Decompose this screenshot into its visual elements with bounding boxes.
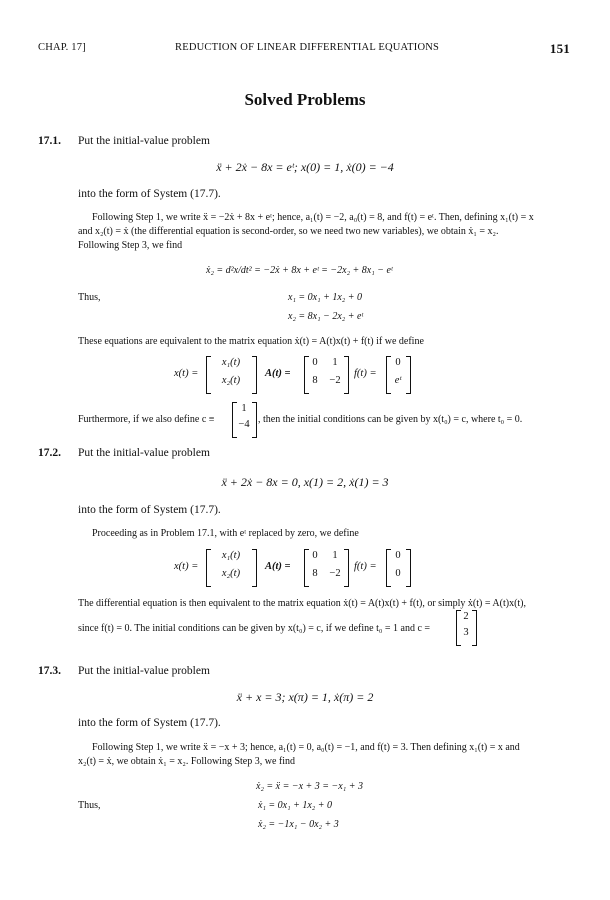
problem-into: into the form of System (17.7). [78,717,221,729]
f-vector-label: f(t) = [354,368,377,379]
problem-number-17-3: 17.3. [38,665,61,677]
section-title: Solved Problems [244,90,366,109]
right-bracket [344,356,349,394]
right-bracket [344,549,349,587]
right-bracket [406,549,411,587]
matrix-entry: eᵗ [394,375,402,386]
matrix-entry: 1 [241,403,247,414]
paragraph-line: Proceeding as in Problem 17.1, with eᵗ replaced by zero, we define [92,528,359,539]
paragraph-line: since f(t) = 0. The initial conditions can be given by x(t₀) = c, if we define t₀ = 1 and c = [78,623,431,634]
system-equation-1: x₁ = 0x₁ + 1x₂ + 0 [288,292,362,303]
matrix-entry: 0 [395,357,401,368]
problem-equation: ẍ + 2ẋ − 8x = 0, x(1) = 2, ẋ(1) = 3 [221,475,389,489]
thus-label: Thus, [78,800,101,811]
matrix-entry: x₁(t) [221,357,241,368]
paragraph-line: Furthermore, if we also define c ≡ [78,414,215,425]
running-header [38,42,570,58]
x-vector-label: x(t) = [174,368,199,379]
paragraph-line: , then the initial conditions can be given by x(t₀) = c, where t₀ = 0. [258,414,523,425]
problem-equation: ẍ + 2ẋ − 8x = eᵗ; x(0) = 1, ẋ(0) = −4 [216,160,394,174]
matrix-entry: 1 [332,357,338,368]
problem-number-17-1: 17.1. [38,135,61,147]
matrix-entry: 8 [312,568,318,579]
matrix-entry: x₂(t) [221,568,241,579]
matrix-entry: 0 [312,550,318,561]
problem-intro: Put the initial-value problem [78,447,210,459]
f-vector-label: f(t) = [354,561,377,572]
matrix-entry: 3 [463,627,469,638]
system-equation-1: ẋ₁ = 0x₁ + 1x₂ + 0 [258,800,332,811]
problem-number-17-2: 17.2. [38,447,61,459]
matrix-entry: 0 [395,550,401,561]
system-equation-2: x₂ = 8x₁ − 2x₂ + eᵗ [288,311,364,322]
right-bracket [252,356,257,394]
matrix-entry: 8 [312,375,318,386]
running-title: REDUCTION OF LINEAR DIFFERENTIAL EQUATIONS [175,42,440,53]
right-bracket [252,402,257,438]
system-equation-2: ẋ₂ = −1x₁ − 0x₂ + 3 [258,819,339,830]
a-matrix-label: A(t) = [265,561,291,572]
chapter-label: CHAP. 17] [38,42,86,53]
a-matrix-label: A(t) = [265,368,291,379]
right-bracket [472,610,477,646]
thus-label: Thus, [78,292,101,303]
derivative-equation: ẋ₂ = d²x/dt² = −2ẋ + 8x + eᵗ = −2x₂ + 8x₁ − eᵗ [206,265,393,276]
matrix-entry: x₂(t) [221,375,241,386]
paragraph-line: Following Step 1, we write ẍ = −x + 3; hence, a₁(t) = 0, a₀(t) = −1, and f(t) = 3. Then defining x₁(t) = x and [92,742,520,753]
problem-into: into the form of System (17.7). [78,504,221,516]
paragraph-line: and x₂(t) = ẋ (the differential equation is second-order, so we need two new variables), we obtain ẋ₁ = x₂. [78,226,499,237]
matrix-entry: −4 [238,419,250,430]
matrix-entry: −2 [329,375,341,386]
paragraph-line: The differential equation is then equivalent to the matrix equation ẋ(t) = A(t)x(t) + f(t), or simply ẋ(t) = A(t)x(t), [78,598,527,609]
problem-intro: Put the initial-value problem [78,665,210,677]
page-number: 151 [549,41,570,56]
x-vector-label: x(t) = [174,561,199,572]
matrix-entry: 0 [395,568,401,579]
problem-equation: ẍ + x = 3; x(π) = 1, ẋ(π) = 2 [236,690,374,704]
matrix-entry: 0 [312,357,318,368]
right-bracket [406,356,411,394]
derivative-equation: ẋ₂ = ẍ = −x + 3 = −x₁ + 3 [256,781,363,792]
paragraph-line: x₂(t) = ẋ, we obtain ẋ₁ = x₂. Following Step 3, we find [78,756,295,767]
paragraph-line: Following Step 3, we find [78,240,183,251]
matrix-entry: 2 [463,611,469,622]
problem-intro: Put the initial-value problem [78,135,210,147]
paragraph-line: Following Step 1, we write ẍ = −2ẋ + 8x + eᵗ; hence, a₁(t) = −2, a₀(t) = 8, and f(t) = eᵗ. Then, defining x₁(t) = x [92,212,534,223]
matrix-entry: x₁(t) [221,550,241,561]
matrix-entry: −2 [329,568,341,579]
matrix-entry: 1 [332,550,338,561]
right-bracket [252,549,257,587]
problem-into: into the form of System (17.7). [78,188,221,200]
paragraph-line: These equations are equivalent to the matrix equation ẋ(t) = A(t)x(t) + f(t) if we define [78,336,424,347]
